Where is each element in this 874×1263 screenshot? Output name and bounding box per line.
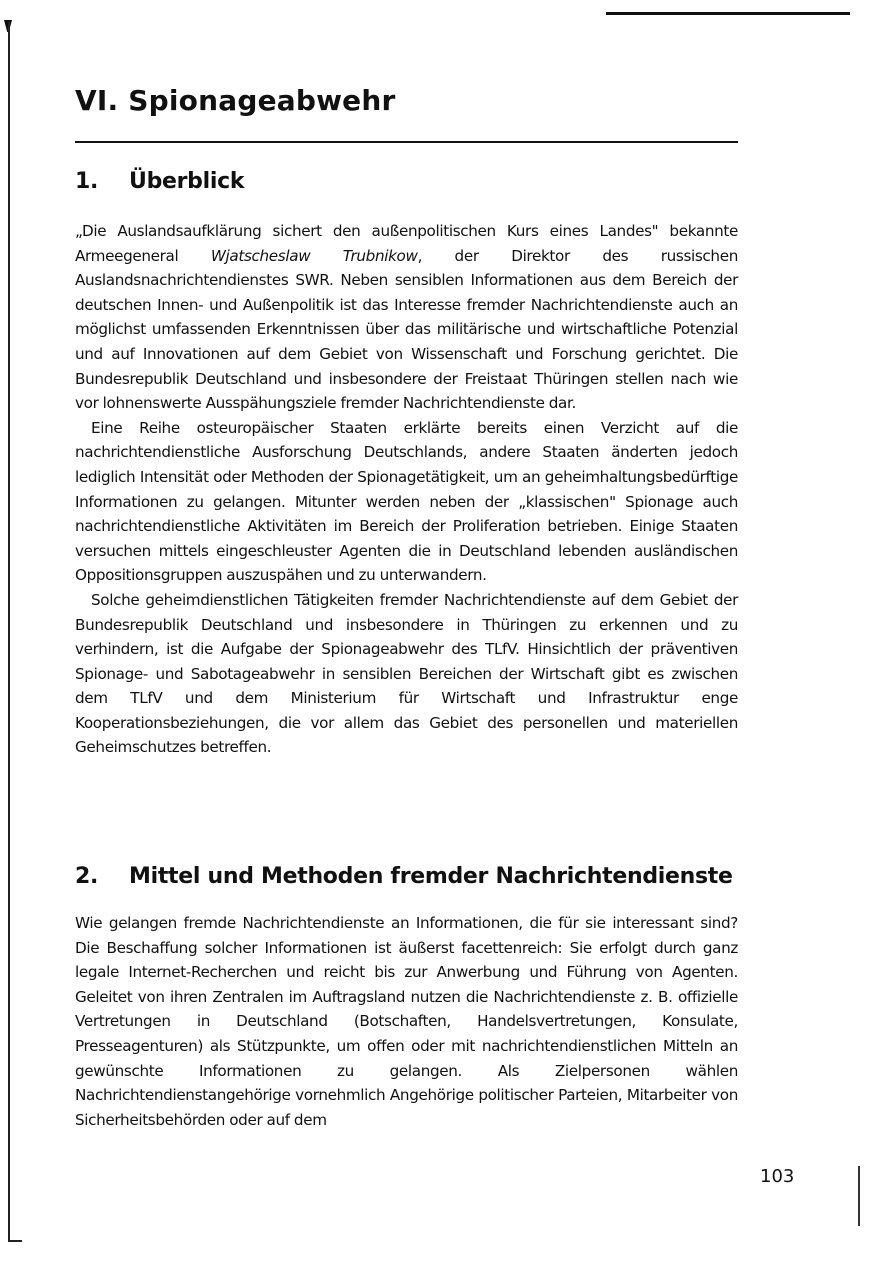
section-number: 2. bbox=[75, 864, 99, 889]
chapter-title: VI. Spionageabwehr bbox=[75, 84, 396, 117]
paragraph: Wie gelangen fremde Nachrichtendienste an Informationen, die für sie interessant sind? Die Beschaffung solcher Informationen ist äußerst facettenreich: Sie erfolgt durch ganz legale Internet-Recherchen und reicht bis zur Anwerbung und Führung von Agenten. Geleitet von ihren Zentralen im Auftragsland nutzen die Nachrichtendienste z. B. offizielle Vertretungen in Deutschland (Botschaften, Handelsvertretungen, Konsulate, Presseagenturen) als Stützpunkte, um offen oder mit nachrichtendienstlichen Mitteln an gewünschte Informationen zu gelangen. Als Zielpersonen wählen Nachrichtendienstangehörige vornehmlich Angehörige politischer Parteien, Mitarbeiter von Sicherheitsbehörden oder auf dem bbox=[75, 914, 738, 1129]
section-heading-mittel-methoden bbox=[75, 864, 740, 889]
paragraph: Solche geheimdienstlichen Tätigkeiten fremder Nachrichtendienste auf dem Gebiet der Bundesrepublik Deutschland und insbesondere in Thüringen zu erkennen und zu verhindern, ist die Aufgabe der Spionageabwehr des TLfV. Hinsichtlich der präventiven Spionage- und Sabotageabwehr in sensiblen Bereichen der Wirtschaft gibt es zwischen dem TLfV und dem Ministerium für Wirtschaft und Infrastruktur enge Kooperationsbeziehungen, die vor allem das Gebiet des personellen und materiellen Geheimschutzes betreffen. bbox=[75, 590, 738, 757]
section-body-ueberblick bbox=[75, 219, 738, 760]
paragraph-text: „Die Auslandsaufklärung sichert den außenpolitischen Kurs eines Landes" bekannte Armeegeneral bbox=[75, 222, 738, 265]
section-number: 1. bbox=[75, 169, 99, 194]
section-title: Überblick bbox=[129, 169, 245, 194]
scan-right-rule bbox=[858, 1166, 860, 1226]
paragraph bbox=[75, 219, 738, 416]
paragraph: Eine Reihe osteuropäischer Staaten erklärte bereits einen Verzicht auf die nachrichtendienstliche Ausforschung Deutschlands, andere Staaten änderten jedoch lediglich Intensität oder Methoden der Spionagetätigkeit, um an geheimhaltungsbedürftige Informationen zu gelangen. Mitunter werden neben der „klassischen" Spionage auch nachrichtendienstliche Aktivitäten im Bereich der Proliferation betrieben. Einige Staaten versuchen mittels eingeschleuster Agenten die in Deutschland lebenden ausländischen Oppositionsgruppen auszuspähen und zu unterwandern. bbox=[75, 418, 738, 585]
scan-left-foot bbox=[8, 1240, 22, 1242]
chapter-divider bbox=[75, 141, 738, 143]
person-name: Wjatscheslaw Trubnikow bbox=[210, 246, 418, 265]
section-heading-ueberblick bbox=[75, 169, 740, 194]
section-body-mittel-methoden bbox=[75, 911, 738, 1132]
scan-left-rule bbox=[8, 22, 10, 1242]
scan-top-rule bbox=[606, 12, 850, 15]
paragraph-text: , der Direktor des russischen Auslandsnachrichtendienstes SWR. Neben sensiblen Informationen aus dem Bereich der deutschen Innen- und Außenpolitik ist das Interesse fremder Nachrichtendienste auch an möglichst umfassenden Erkenntnissen über das militärische und wirtschaftliche Potenzial und auf Innovationen auf dem Gebiet von Wissenschaft und Forschung gerichtet. Die Bundesrepublik Deutschland und insbesondere der Freistaat Thüringen stellen nach wie vor lohnenswerte Ausspähungsziele fremder Nachrichtendienste dar. bbox=[75, 246, 738, 413]
section-title: Mittel und Methoden fremder Nachrichtendienste bbox=[129, 864, 733, 889]
page-number: 103 bbox=[760, 1166, 795, 1187]
